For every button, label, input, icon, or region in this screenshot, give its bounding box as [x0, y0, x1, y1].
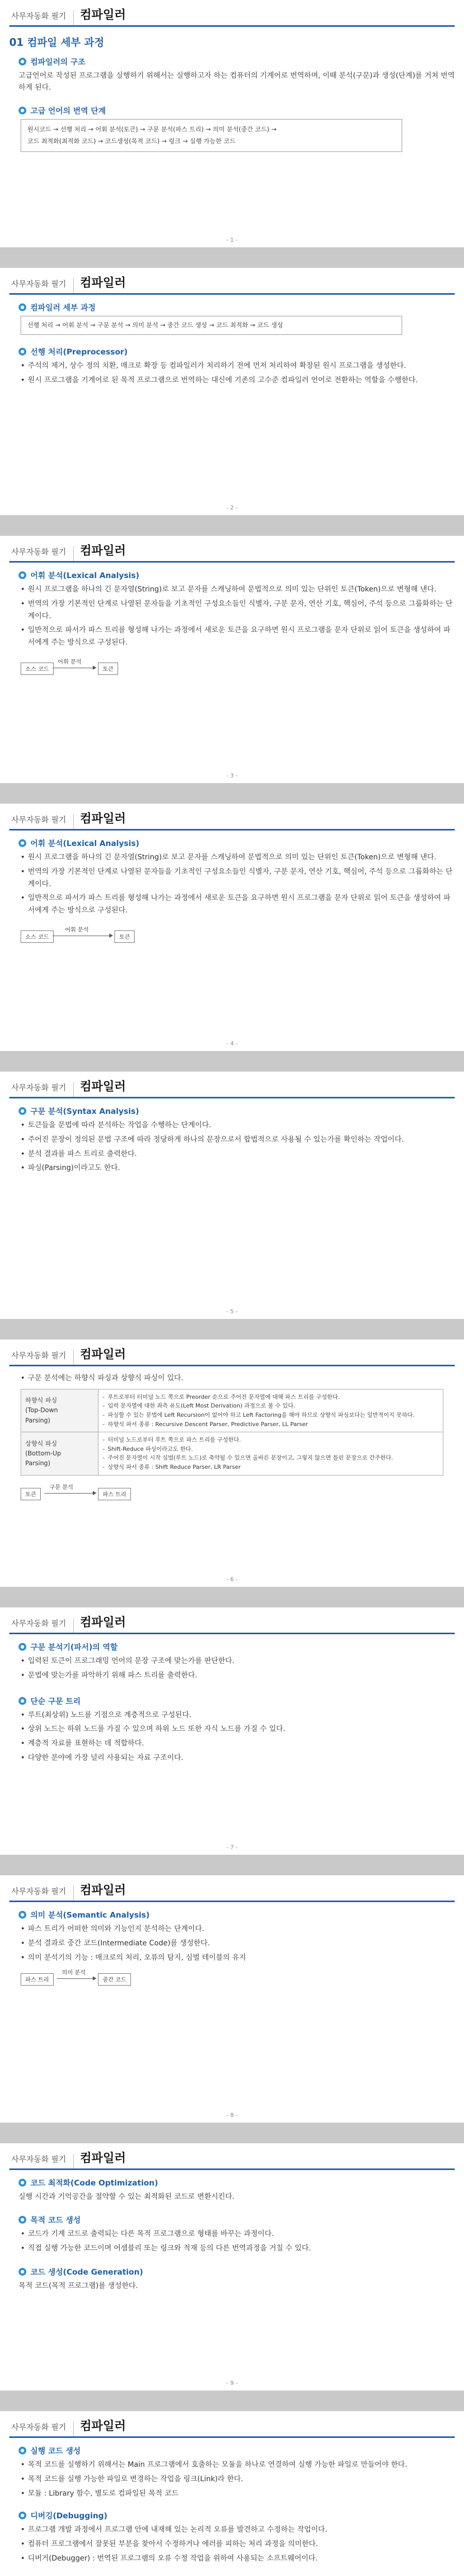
bullet-circle-icon [19, 303, 26, 311]
list-item: • 일반적으로 파서가 파스 트리를 형성해 나가는 과정에서 새로운 토큰을 요구하면 원시 프로그램을 문자 단위로 읽어 토큰을 생성하여 파서에게 주는 방식으로 구성된다. [21, 624, 455, 649]
slide-header [9, 268, 455, 295]
header-title: 컴파일러 [80, 2419, 126, 2433]
subheading: 디버깅(Debugging) [19, 2510, 455, 2521]
page-separator [0, 1319, 464, 1340]
header-tag: 사무자동화 필기 [9, 278, 74, 293]
paragraph: 고급언어로 작성된 프로그램을 실행하기 위해서는 실행하고자 하는 컴퓨터의 기계어로 번역하며, 이때 분석(구문)과 생성(단계)를 거쳐 번역하게 된다. [19, 72, 455, 92]
bullet-circle-icon [19, 2216, 26, 2224]
flow-diagram [21, 1966, 455, 1987]
header-tag: 사무자동화 필기 [9, 2154, 74, 2168]
list-item: • 주어진 문장이 정의된 문법 구조에 따라 정당하게 하나의 문장으로서 합법적으로 사용될 수 있는가를 확인하는 작업이다. [21, 1134, 455, 1146]
diagram-source-box: 토큰 [21, 1488, 41, 1500]
diagram-target-box: 토큰 [114, 930, 135, 943]
diagram-target-box: 파스 트리 [98, 1488, 131, 1500]
bullet-circle-icon [19, 348, 26, 355]
subheading: 컴파일러 세부 과정 [19, 302, 455, 313]
flow-diagram [21, 923, 455, 944]
page-separator [0, 247, 464, 268]
header-tag: 사무자동화 필기 [9, 1082, 74, 1097]
header-title: 컴파일러 [80, 1080, 126, 1093]
header-title: 컴파일러 [80, 544, 126, 557]
bullet-circle-icon [19, 1697, 26, 1705]
subheading: 어휘 분석(Lexical Analysis) [19, 838, 455, 849]
subheading: 어휘 분석(Lexical Analysis) [19, 570, 455, 581]
page-number: - 8 - [226, 2112, 238, 2119]
bullet-list [21, 1709, 455, 1765]
header-tag: 사무자동화 필기 [9, 546, 74, 561]
page-separator [0, 1051, 464, 1072]
bullet-circle-icon [19, 1107, 26, 1115]
header-title: 컴파일러 [80, 1348, 126, 1361]
paragraph: 실행 시간과 기억공간을 절약할 수 있는 최적화된 코드로 변환시킨다. [19, 2193, 235, 2201]
page-separator [0, 783, 464, 804]
diagram-target-box: 토큰 [98, 663, 118, 675]
paragraph: 목적 코드(목적 프로그램)를 생성한다. [19, 2281, 138, 2290]
bullet-circle-icon [19, 1643, 26, 1651]
subheading: 코드 최적화(Code Optimization) [19, 2177, 455, 2188]
header-tag: 사무자동화 필기 [9, 1350, 74, 1365]
bullet-list [21, 2524, 455, 2565]
slide-10 [0, 2411, 464, 2576]
row-content [98, 1389, 443, 1432]
slide-6 [0, 1340, 464, 1587]
subheading: 단순 구문 트리 [19, 1696, 455, 1706]
list-item: • 번역의 가장 기본적인 단계로 나열된 문자들을 기초적인 구성요소들인 식별자, 구분 문자, 연산 기호, 핵심어, 주석 등으로 그룹화하는 단계이다. [21, 866, 455, 891]
table-row [21, 1432, 443, 1475]
list-item: • 직접 실행 가능한 코드이며 어셈블리 또는 링크와 적재 등의 다른 번역과정을 거칠 수 있다. [21, 2243, 455, 2255]
subheading: 실행 코드 생성 [19, 2445, 455, 2456]
header-title: 컴파일러 [80, 276, 126, 290]
subheading: 의미 분석(Semantic Analysis) [19, 1909, 455, 1920]
slide-9 [0, 2143, 464, 2391]
detail-flow-box: 선행 처리 → 어휘 분석 → 구문 분석 → 의미 분석 → 중간 코드 생성 → 코드 최적화 → 코드 생성 [21, 316, 402, 335]
header-tag: 사무자동화 필기 [9, 1618, 74, 1633]
slide-3 [0, 536, 464, 783]
bullet-circle-icon [19, 839, 26, 847]
slide-header [9, 1340, 455, 1366]
header-tag: 사무자동화 필기 [9, 2421, 74, 2436]
bullet-circle-icon [19, 1911, 26, 1919]
list-item: • 코드가 기계 코드로 출력되는 다른 목적 프로그램으로 형태를 바꾸는 과정이다. [21, 2228, 455, 2241]
bullet-circle-icon [19, 2268, 26, 2276]
list-item: - 상향식 파서 종류 : Shift Reduce Parser, LR Parser [103, 1463, 439, 1472]
list-item: • 루트(최상위) 노드를 기점으로 계층적으로 구성된다. [21, 1709, 455, 1722]
translation-flow-box [21, 119, 402, 152]
header-title: 컴파일러 [80, 812, 126, 825]
slide-header [9, 1607, 455, 1634]
list-item: • 디버거(Debugger) : 번역된 프로그램의 오류 수정 작업을 위하여 사용되는 소프트웨어이다. [21, 2553, 455, 2565]
flow-line: 원시코드 → 선행 처리 → 어휘 분석(토큰) → 구문 분석(파스 트리) → 의미 분석(중간 코드) → [27, 126, 277, 133]
page-number: - 6 - [226, 1576, 238, 1583]
list-item: • 모듈 : Library 함수, 별도로 컴파일된 목적 코드 [21, 2488, 455, 2500]
slide-header [9, 804, 455, 831]
slide-8 [0, 1875, 464, 2123]
list-item: • 다양한 분야에 가장 널리 사용되는 자료 구조이다. [21, 1752, 455, 1765]
list-item: - Shift-Reduce 파싱이라고도 한다. [103, 1445, 439, 1454]
row-label: 상향식 파싱 (Bottom-Up Parsing) [21, 1432, 98, 1475]
subheading: 고급 언어의 번역 단계 [19, 105, 455, 116]
diagram-source-box: 파스 트리 [21, 1973, 54, 1986]
parsing-table [21, 1389, 443, 1476]
list-item: • 목적 코드를 실행 가능한 파일로 변경하는 작업을 링크(Link)라 한다. [21, 2473, 455, 2486]
slide-7 [0, 1607, 464, 1855]
diagram-label: 어휘 분석 [65, 926, 89, 933]
subheading: 선행 처리(Preprocessor) [19, 346, 455, 357]
row-content [98, 1432, 443, 1475]
header-title: 컴파일러 [80, 1884, 126, 1897]
list-item: - 루트로부터 터미널 노드 쪽으로 Preorder 순으로 주어진 문자열에 대해 파스 트리를 구성한다. [103, 1393, 439, 1402]
page-separator [0, 1587, 464, 1607]
list-item: • 분석 결과를 파스 트리로 출력한다. [21, 1148, 455, 1161]
diagram-label: 구문 분석 [49, 1483, 74, 1490]
page-number: - 3 - [226, 772, 238, 779]
slide-4 [0, 804, 464, 1051]
list-item: • 목적 코드를 실행하기 위해서는 Main 프로그램에서 호출하는 모듈을 하나로 연결하여 실행 가능한 파일로 만들어야 한다. [21, 2459, 455, 2471]
list-item: • 원시 프로그램을 하나의 긴 문자열(String)로 보고 문자를 스캐닝하여 문법적으로 의미 있는 단위인 토큰(Token)으로 변형해 낸다. [21, 584, 455, 596]
header-tag: 사무자동화 필기 [9, 1886, 74, 1901]
page-number: - 7 - [226, 1844, 238, 1851]
bullet-circle-icon [19, 2179, 26, 2187]
diagram-source-box: 소스 코드 [21, 930, 54, 943]
slide-header [9, 536, 455, 563]
subheading: 구문 분석기(파서)의 역할 [19, 1641, 455, 1652]
slide-header [9, 0, 455, 27]
bullet-list [21, 584, 455, 649]
list-item: • 일반적으로 파서가 파스 트리를 형성해 나가는 과정에서 새로운 토큰을 요구하면 원시 프로그램을 문자 단위로 읽어 토큰을 생성하여 파서에게 주는 방식으로 구성된다. [21, 892, 455, 917]
diagram-target-box: 중간 코드 [98, 1973, 131, 1986]
header-tag: 사무자동화 필기 [9, 814, 74, 829]
bullet-list [21, 1923, 455, 1964]
header-title: 컴파일러 [80, 8, 126, 22]
list-item: • 상위 노드는 하위 노드를 가질 수 있으며 하위 노드 또한 자식 노드를 가질 수 있다. [21, 1723, 455, 1736]
page-number: - 2 - [226, 504, 238, 511]
arrow-right-icon [44, 1493, 96, 1494]
list-item: • 컴퓨터 프로그램에서 잘못된 부분을 찾아서 수정하거나 에러를 피하는 처리 과정을 의미한다. [21, 2538, 455, 2551]
diagram-label: 어휘 분석 [58, 658, 82, 665]
bullet-list [21, 1372, 455, 1385]
list-item: • 프로그램 개발 과정에서 프로그램 안에 내재해 있는 논리적 오류를 발견하고 수정하는 작업이다. [21, 2524, 455, 2536]
list-item: • 입력된 토큰이 프로그래밍 언어의 문장 구조에 맞는가를 판단한다. [21, 1655, 455, 1668]
page-separator [0, 1855, 464, 1875]
bullet-list [21, 1655, 455, 1682]
page-number: - 5 - [226, 1308, 238, 1315]
slide-header [9, 1875, 455, 1902]
header-title: 컴파일러 [80, 1616, 126, 1629]
bullet-circle-icon [19, 58, 26, 65]
bullet-circle-icon [19, 2447, 26, 2454]
page-separator [0, 2123, 464, 2143]
list-item: • 파스 트리가 어떠한 의미와 기능인지 분석하는 단계이다. [21, 1923, 455, 1936]
list-item: • 의미 분석기의 기능 : 매크로의 처리, 오류의 탐지, 심벌 테이블의 유지 [21, 1952, 455, 1964]
list-item: • 분석 결과로 중간 코드(Intermediate Code)를 생성한다. [21, 1938, 455, 1950]
diagram-source-box: 소스 코드 [21, 663, 54, 675]
bullet-circle-icon [19, 107, 26, 114]
flow-line: 코드 최적화(최적화 코드) → 코드생성(목적 코드) → 링크 → 실행 가능한 코드 [27, 137, 236, 145]
header-tag: 사무자동화 필기 [9, 10, 74, 25]
bullet-list [21, 2459, 455, 2500]
list-item: • 번역의 가장 기본적인 단계로 나열된 문자들을 기초적인 구성요소들인 식별자, 구분 문자, 연산 기호, 핵심어, 주석 등으로 그룹화하는 단계이다. [21, 598, 455, 623]
page-separator [0, 515, 464, 536]
flow-diagram [21, 1481, 455, 1501]
subheading: 컴파일러의 구조 [19, 56, 455, 67]
page-number: - 9 - [226, 2380, 238, 2386]
diagram-label: 의미 분석 [62, 1969, 86, 1976]
list-item: • 원시 프로그램을 하나의 긴 문자열(String)로 보고 문자를 스캐닝하여 문법적으로 의미 있는 단위인 토큰(Token)으로 변형해 낸다. [21, 852, 455, 864]
flow-diagram [21, 655, 455, 676]
list-item: • 구문 분석에는 하향식 파싱과 상향식 파싱이 있다. [21, 1372, 455, 1385]
slide-1 [0, 0, 464, 247]
subheading: 코드 생성(Code Generation) [19, 2266, 455, 2277]
list-item: • 문법에 맞는가를 파악하기 위해 파스 트리를 출력한다. [21, 1670, 455, 1682]
subheading: 구문 분석(Syntax Analysis) [19, 1106, 455, 1116]
slide-header [9, 2411, 455, 2438]
bullet-list [21, 360, 455, 387]
page-number: - 1 - [226, 236, 238, 243]
slide-header [9, 1072, 455, 1098]
list-item: - 터미널 노드로부터 루트 쪽으로 파스 트리를 구성한다. [103, 1435, 439, 1445]
list-item: • 파싱(Parsing)이라고도 한다. [21, 1162, 455, 1175]
bullet-circle-icon [19, 2512, 26, 2519]
list-item: - 파싱할 수 있는 문법에 Left Recursion이 없어야 하고 Left Factoring을 해야 하므로 상향식 파싱보다는 일반적이지 못하다. [103, 1411, 439, 1420]
table-row [21, 1389, 443, 1432]
bullet-list [21, 852, 455, 917]
list-item: • 원시 프로그램을 기계어로 된 목적 프로그램으로 번역하는 대신에 기존의 고수준 컴파일러 언어로 전환하는 역할을 수행한다. [21, 375, 455, 387]
slide-2 [0, 268, 464, 515]
slide-header [9, 2143, 455, 2170]
bullet-list [21, 1120, 455, 1175]
arrow-right-icon [57, 1978, 96, 1979]
bullet-circle-icon [19, 571, 26, 579]
list-item: - 입력 문자열에 대한 좌측 유도(Left Most Derivation) 과정으로 볼 수 있다. [103, 1401, 439, 1411]
list-item: • 계층적 자료를 표현하는 데 적합하다. [21, 1738, 455, 1750]
subheading: 목적 코드 생성 [19, 2214, 455, 2225]
list-item: • 주석의 제거, 상수 정의 치환, 매크로 확장 등 컴파일러가 처리하기 전에 먼저 처리하여 확장된 원시 프로그램을 생성한다. [21, 360, 455, 372]
header-title: 컴파일러 [80, 2151, 126, 2165]
page-separator [0, 2391, 464, 2411]
bullet-list [21, 2228, 455, 2255]
row-label: 하향식 파싱 (Top-Down Parsing) [21, 1389, 98, 1432]
slide-5 [0, 1072, 464, 1319]
list-item: • 토큰들을 문법에 따라 분석하는 작업을 수행하는 단계이다. [21, 1120, 455, 1132]
list-item: - 하향식 파서 종류 : Recursive Descent Parser, Predictive Parser, LL Parser [103, 1420, 439, 1429]
section-title: 01 컴파일 세부 과정 [9, 36, 104, 48]
page-number: - 4 - [226, 1040, 238, 1047]
list-item: - 주어진 문자열이 시작 심벌(루트 노드)로 축약될 수 있으면 올바른 문장이고, 그렇지 않으면 틀린 문장으로 간주한다. [103, 1453, 439, 1463]
